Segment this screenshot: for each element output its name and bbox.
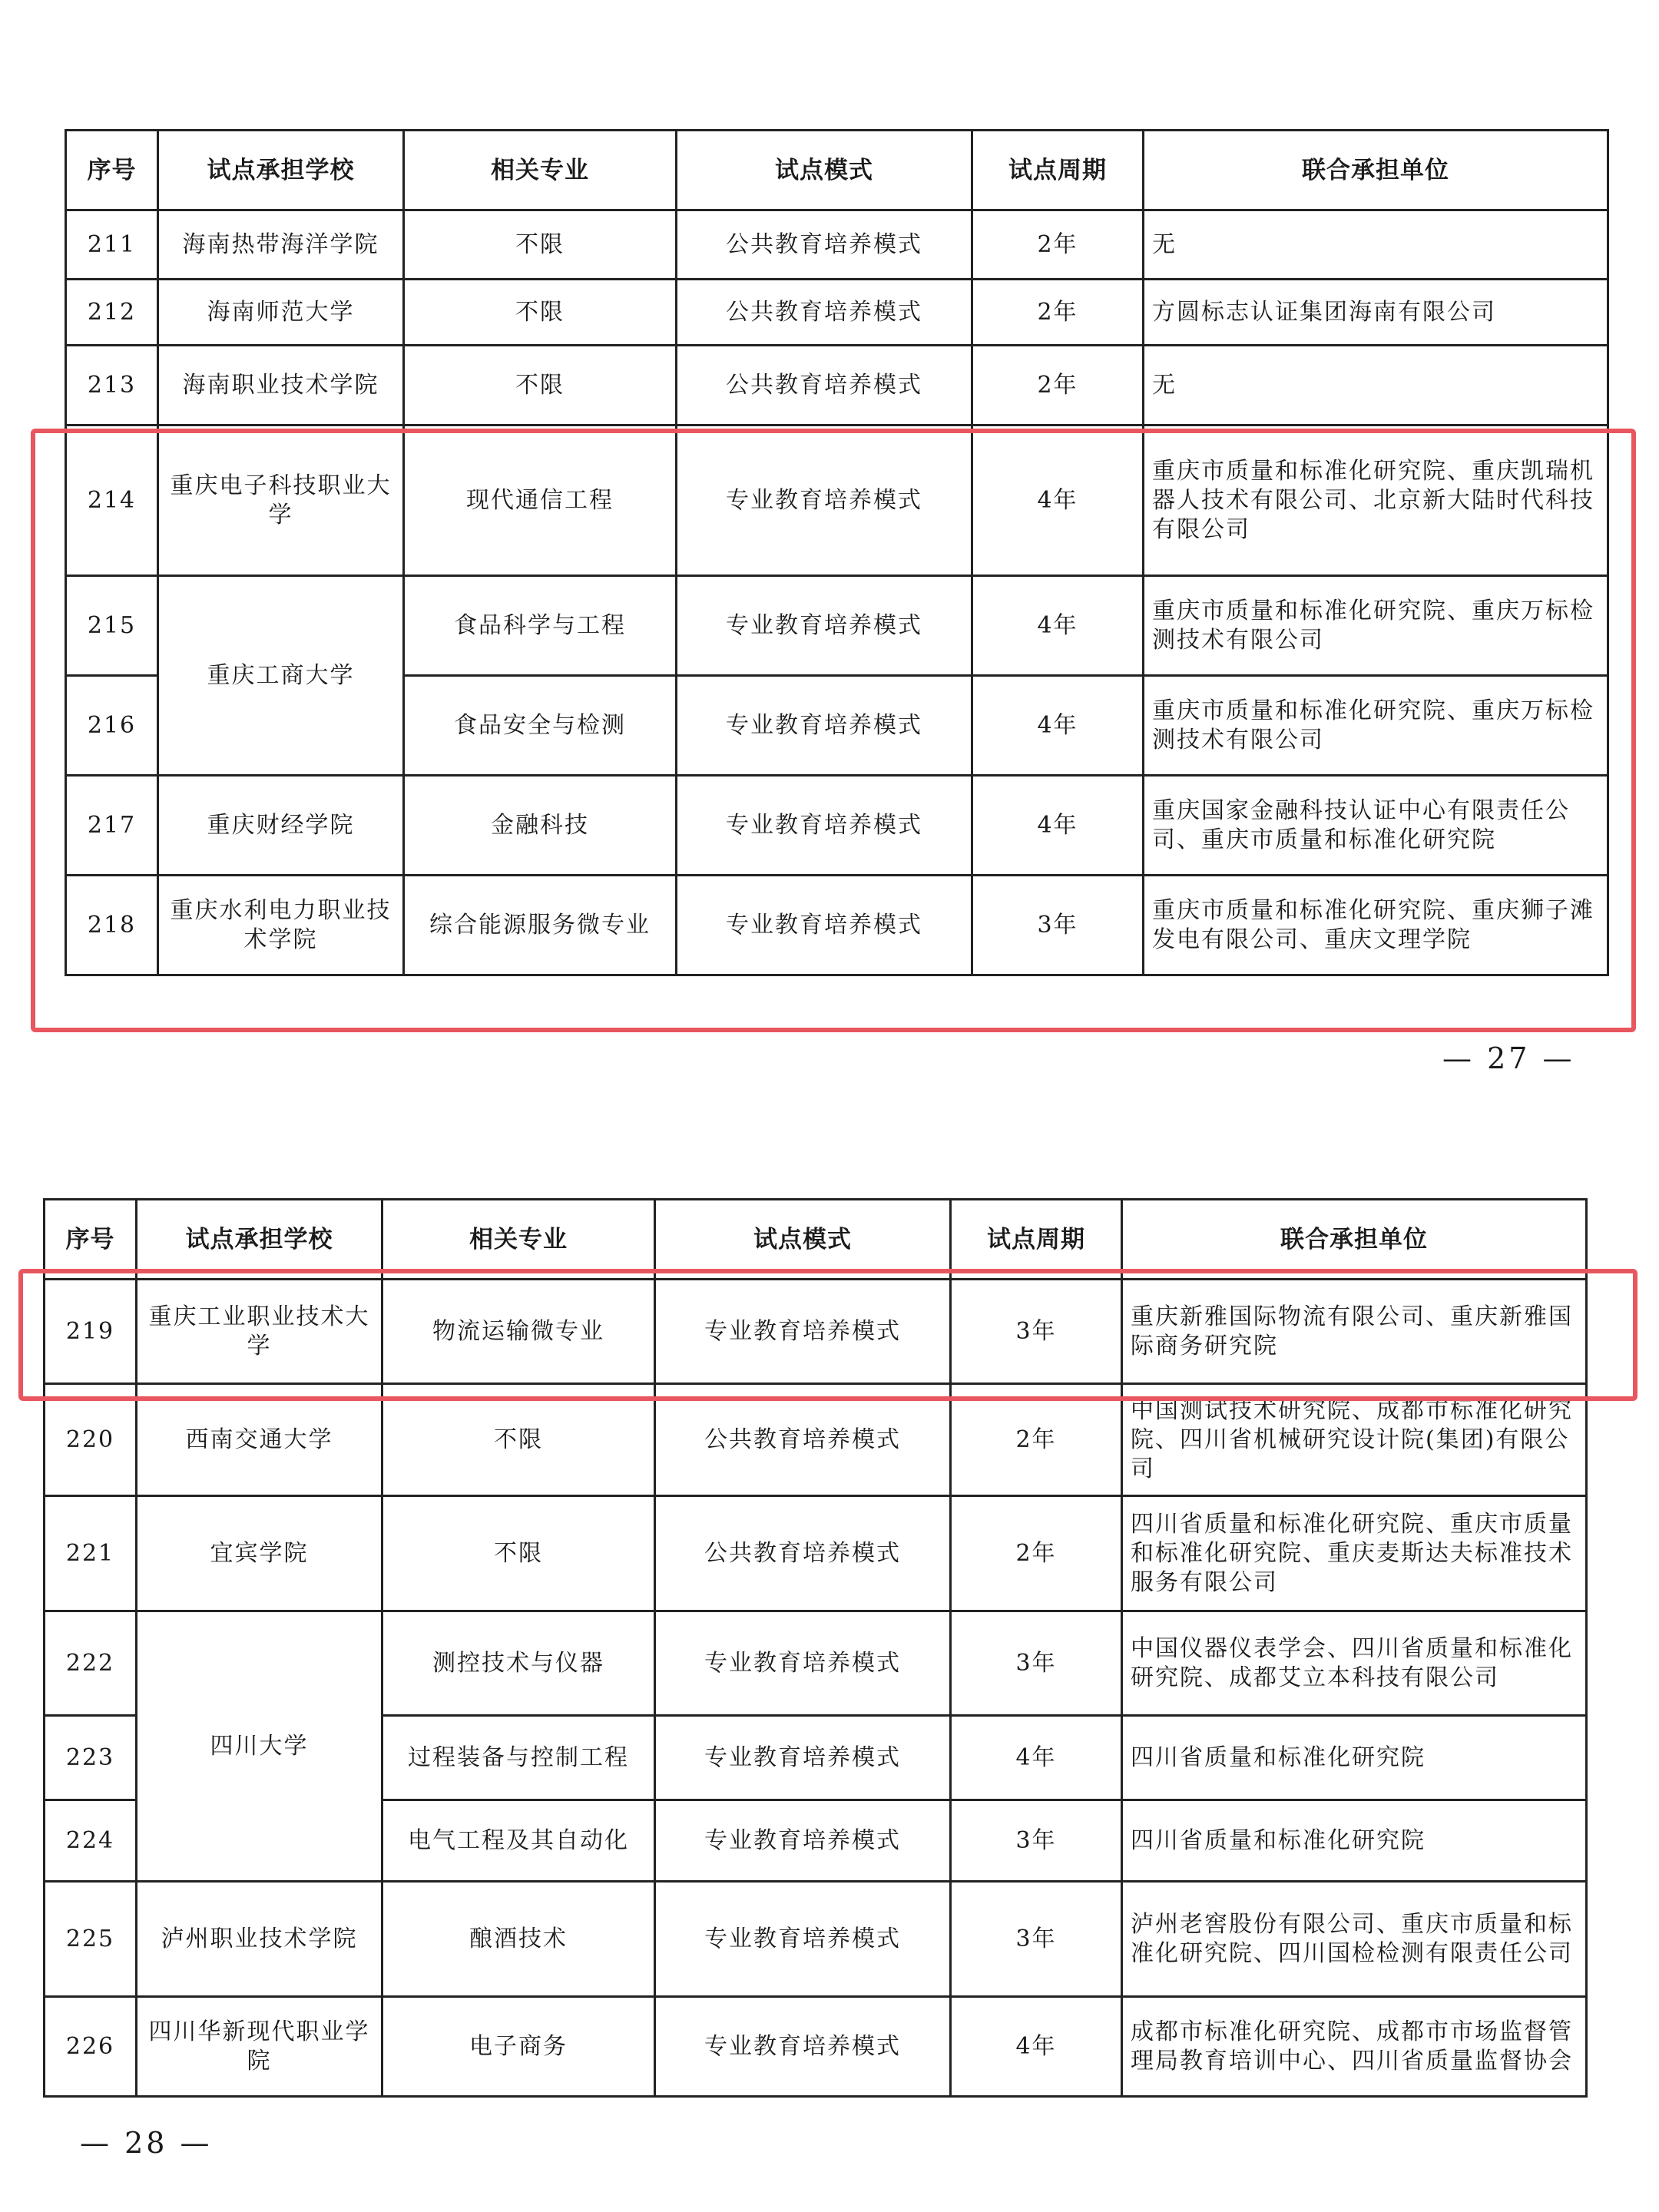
cell-no: 212 [66, 280, 158, 346]
header-period: 试点周期 [951, 1200, 1122, 1280]
cell-period: 3年 [951, 1280, 1122, 1384]
cell-units: 中国仪器仪表学会、四川省质量和标准化研究院、成都艾立本科技有限公司 [1122, 1611, 1587, 1716]
cell-no: 225 [45, 1882, 137, 1997]
cell-period: 4年 [972, 676, 1144, 776]
cell-no: 220 [45, 1384, 137, 1496]
header-school: 试点承担学校 [137, 1200, 382, 1280]
cell-school: 海南职业技术学院 [158, 346, 404, 426]
header-school: 试点承担学校 [158, 131, 404, 210]
cell-major: 不限 [382, 1496, 655, 1611]
cell-period: 2年 [972, 280, 1144, 346]
table-row [45, 1882, 1587, 1997]
cell-units: 成都市标准化研究院、成都市市场监督管理局教育培训中心、四川省质量监督协会 [1122, 1997, 1587, 2097]
cell-no: 218 [66, 876, 158, 975]
cell-no: 215 [66, 576, 158, 676]
cell-period: 2年 [951, 1496, 1122, 1611]
cell-units: 无 [1144, 210, 1608, 280]
cell-major: 测控技术与仪器 [382, 1611, 655, 1716]
cell-major: 食品安全与检测 [404, 676, 677, 776]
cell-period: 2年 [951, 1384, 1122, 1496]
cell-units: 重庆新雅国际物流有限公司、重庆新雅国际商务研究院 [1122, 1280, 1587, 1384]
cell-mode: 专业教育培养模式 [655, 1882, 951, 1997]
cell-school: 海南热带海洋学院 [158, 210, 404, 280]
cell-mode: 专业教育培养模式 [655, 1800, 951, 1882]
table-row [66, 210, 1608, 280]
cell-major: 电气工程及其自动化 [382, 1800, 655, 1882]
cell-units: 四川省质量和标准化研究院、重庆市质量和标准化研究院、重庆麦斯达夫标准技术服务有限公司 [1122, 1496, 1587, 1611]
table-row [45, 1496, 1587, 1611]
cell-school: 西南交通大学 [137, 1384, 382, 1496]
cell-major: 现代通信工程 [404, 426, 677, 576]
cell-no: 211 [66, 210, 158, 280]
cell-major: 食品科学与工程 [404, 576, 677, 676]
table-header-row [66, 131, 1608, 210]
cell-major: 不限 [404, 346, 677, 426]
cell-period: 4年 [972, 576, 1144, 676]
table-row [66, 280, 1608, 346]
cell-units: 中国测试技术研究院、成都市标准化研究院、四川省机械研究设计院(集团)有限公司 [1122, 1384, 1587, 1496]
highlight-box-chongqing-1 [31, 429, 1636, 1032]
cell-mode: 专业教育培养模式 [655, 1716, 951, 1800]
header-units: 联合承担单位 [1144, 131, 1608, 210]
header-mode: 试点模式 [677, 131, 972, 210]
cell-school: 重庆财经学院 [158, 776, 404, 876]
cell-period: 4年 [972, 426, 1144, 576]
header-major: 相关专业 [404, 131, 677, 210]
cell-no: 219 [45, 1280, 137, 1384]
header-no: 序号 [66, 131, 158, 210]
highlight-box-chongqing-2 [18, 1269, 1637, 1401]
cell-mode: 公共教育培养模式 [677, 210, 972, 280]
cell-mode: 公共教育培养模式 [655, 1384, 951, 1496]
cell-mode: 专业教育培养模式 [677, 576, 972, 676]
cell-no: 216 [66, 676, 158, 776]
header-no: 序号 [45, 1200, 137, 1280]
cell-school: 重庆工业职业技术大学 [137, 1280, 382, 1384]
cell-major: 过程装备与控制工程 [382, 1716, 655, 1800]
cell-period: 4年 [951, 1997, 1122, 2097]
cell-period: 2年 [972, 346, 1144, 426]
cell-no: 224 [45, 1800, 137, 1882]
cell-school: 宜宾学院 [137, 1496, 382, 1611]
cell-no: 222 [45, 1611, 137, 1716]
cell-no: 221 [45, 1496, 137, 1611]
cell-units: 四川省质量和标准化研究院 [1122, 1800, 1587, 1882]
cell-mode: 公共教育培养模式 [677, 346, 972, 426]
cell-mode: 专业教育培养模式 [655, 1611, 951, 1716]
table-row [66, 346, 1608, 426]
cell-period: 4年 [951, 1716, 1122, 1800]
cell-mode: 公共教育培养模式 [655, 1496, 951, 1611]
cell-units: 重庆市质量和标准化研究院、重庆狮子滩发电有限公司、重庆文理学院 [1144, 876, 1608, 975]
cell-units: 四川省质量和标准化研究院 [1122, 1716, 1587, 1800]
cell-period: 2年 [972, 210, 1144, 280]
table-row [45, 1997, 1587, 2097]
cell-no: 214 [66, 426, 158, 576]
cell-no: 217 [66, 776, 158, 876]
cell-major: 电子商务 [382, 1997, 655, 2097]
table-header-row [45, 1200, 1587, 1280]
page-number: — 28 — [80, 2126, 213, 2160]
header-units: 联合承担单位 [1122, 1200, 1587, 1280]
cell-no: 213 [66, 346, 158, 426]
cell-school: 四川大学 [137, 1611, 382, 1882]
cell-major: 不限 [404, 280, 677, 346]
cell-school: 重庆电子科技职业大学 [158, 426, 404, 576]
cell-mode: 专业教育培养模式 [655, 1997, 951, 2097]
cell-period: 3年 [951, 1611, 1122, 1716]
page-number: — 27 — [1442, 1041, 1575, 1075]
cell-units: 泸州老窖股份有限公司、重庆市质量和标准化研究院、四川国检检测有限责任公司 [1122, 1882, 1587, 1997]
cell-no: 226 [45, 1997, 137, 2097]
cell-school: 海南师范大学 [158, 280, 404, 346]
cell-mode: 专业教育培养模式 [655, 1280, 951, 1384]
cell-units: 重庆市质量和标准化研究院、重庆凯瑞机器人技术有限公司、北京新大陆时代科技有限公司 [1144, 426, 1608, 576]
cell-period: 3年 [951, 1800, 1122, 1882]
cell-school: 重庆工商大学 [158, 576, 404, 776]
cell-units: 方圆标志认证集团海南有限公司 [1144, 280, 1608, 346]
cell-period: 3年 [951, 1882, 1122, 1997]
cell-units: 重庆市质量和标准化研究院、重庆万标检测技术有限公司 [1144, 576, 1608, 676]
cell-units: 重庆市质量和标准化研究院、重庆万标检测技术有限公司 [1144, 676, 1608, 776]
cell-major: 综合能源服务微专业 [404, 876, 677, 975]
cell-units: 无 [1144, 346, 1608, 426]
cell-period: 4年 [972, 776, 1144, 876]
cell-period: 3年 [972, 876, 1144, 975]
cell-major: 不限 [382, 1384, 655, 1496]
cell-mode: 专业教育培养模式 [677, 676, 972, 776]
cell-units: 重庆国家金融科技认证中心有限责任公司、重庆市质量和标准化研究院 [1144, 776, 1608, 876]
cell-mode: 专业教育培养模式 [677, 426, 972, 576]
cell-mode: 专业教育培养模式 [677, 876, 972, 975]
header-period: 试点周期 [972, 131, 1144, 210]
cell-major: 不限 [404, 210, 677, 280]
cell-mode: 专业教育培养模式 [677, 776, 972, 876]
header-major: 相关专业 [382, 1200, 655, 1280]
cell-major: 物流运输微专业 [382, 1280, 655, 1384]
cell-no: 223 [45, 1716, 137, 1800]
cell-school: 泸州职业技术学院 [137, 1882, 382, 1997]
table-row [45, 1611, 1587, 1716]
cell-school: 重庆水利电力职业技术学院 [158, 876, 404, 975]
header-mode: 试点模式 [655, 1200, 951, 1280]
cell-major: 酿酒技术 [382, 1882, 655, 1997]
cell-mode: 公共教育培养模式 [677, 280, 972, 346]
cell-school: 四川华新现代职业学院 [137, 1997, 382, 2097]
cell-major: 金融科技 [404, 776, 677, 876]
